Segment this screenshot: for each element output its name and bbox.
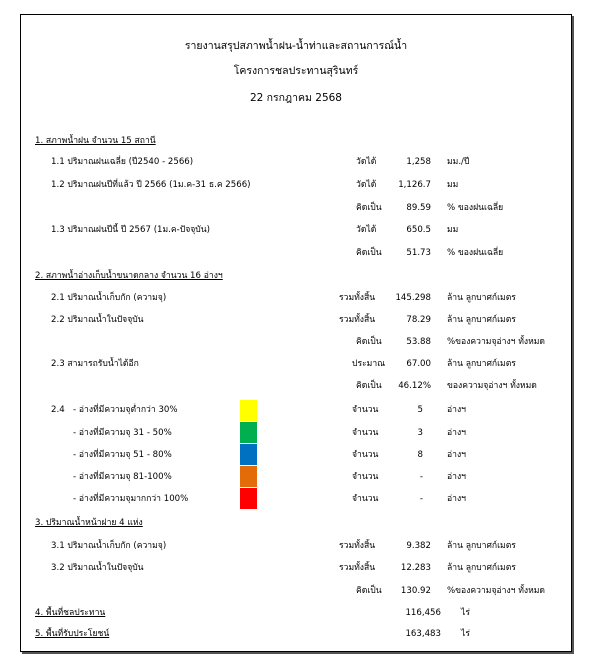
- row-unit: % ของฝนเฉลี่ย: [447, 248, 504, 258]
- row-unit: อ่างฯ: [447, 472, 467, 482]
- row-qualifier: คิดเป็น: [356, 337, 382, 347]
- row-label: 3.1 ปริมาณน้ำเก็บกัก (ความจุ): [51, 541, 167, 551]
- row-qualifier: วัดได้: [356, 157, 377, 167]
- row-qualifier: รวมทั้งสิ้น: [339, 563, 376, 573]
- row-qualifier: รวมทั้งสิ้น: [339, 541, 376, 551]
- row-qualifier: จำนวน: [352, 405, 379, 415]
- row-qualifier: คิดเป็น: [356, 586, 382, 596]
- level-color-swatch: [240, 400, 257, 421]
- irrigated-area-value: 116,456: [405, 608, 441, 618]
- row-label: 2.2 ปริมาณน้ำในปัจจุบัน: [51, 315, 144, 325]
- row-value: 53.88: [406, 337, 431, 347]
- row-value: 12.283: [400, 563, 431, 573]
- row-unit: % ของฝนเฉลี่ย: [447, 203, 504, 213]
- row-qualifier: รวมทั้งสิ้น: [339, 315, 376, 325]
- section1-heading: 1. สภาพน้ำฝน จำนวน 15 สถานี: [35, 136, 156, 146]
- level-color-swatch: [240, 488, 257, 509]
- level-color-swatch: [240, 422, 257, 443]
- level-label: - อ่างที่มีความจุต่ำกว่า 30%: [73, 405, 178, 415]
- row-value: 67.00: [406, 359, 431, 369]
- irrigated-area-unit: ไร่: [461, 608, 470, 618]
- row-unit: มม./ปี: [447, 157, 470, 167]
- level-label: - อ่างที่มีความจุมากกว่า 100%: [73, 494, 189, 504]
- section5-heading: 5. พื้นที่รับประโยชน์: [35, 629, 110, 639]
- row-label: 1.3 ปริมาณฝนปีนี้ ปี 2567 (1ม.ค-ปัจจุบัน): [51, 225, 210, 235]
- row-qualifier: วัดได้: [356, 180, 377, 190]
- level-label: - อ่างที่มีความจุ 51 - 80%: [73, 450, 172, 460]
- benefit-area-unit: ไร่: [461, 629, 470, 639]
- section4-heading: 4. พื้นที่ชลประทาน: [35, 608, 106, 618]
- row-unit: อ่างฯ: [447, 428, 467, 438]
- row-unit: อ่างฯ: [447, 405, 467, 415]
- row-value: 130.92: [400, 586, 431, 596]
- row-unit: มม: [447, 225, 459, 235]
- row-unit: %ของความจุอ่างฯ ทั้งหมด: [447, 586, 546, 596]
- row-unit: อ่างฯ: [447, 450, 467, 460]
- level-label: - อ่างที่มีความจุ 31 - 50%: [73, 428, 172, 438]
- levels-prefix: 2.4: [51, 405, 65, 415]
- row-qualifier: คิดเป็น: [356, 248, 382, 258]
- row-unit: ของความจุอ่างฯ ทั้งหมด: [447, 381, 537, 391]
- row-value: 1,126.7: [398, 180, 431, 190]
- report-sheet: [20, 14, 572, 652]
- row-unit: %ของความจุอ่างฯ ทั้งหมด: [447, 337, 546, 347]
- level-color-swatch: [240, 444, 257, 465]
- section3-heading: 3. ปริมาณน้ำหน้าฝาย 4 แห่ง: [35, 518, 143, 528]
- section2-heading: 2. สภาพน้ำอ่างเก็บน้ำขนาดกลาง จำนวน 16 อ่างฯ: [35, 271, 223, 281]
- row-qualifier: คิดเป็น: [356, 203, 382, 213]
- row-unit: ล้าน ลูกบาศก์เมตร: [447, 541, 516, 551]
- row-value: 650.5: [406, 225, 431, 235]
- row-value: 145.298: [395, 293, 431, 303]
- row-qualifier: จำนวน: [352, 472, 379, 482]
- row-value: 5: [417, 405, 423, 415]
- row-label: 2.3 สามารถรับน้ำได้อีก: [51, 359, 139, 369]
- row-qualifier: วัดได้: [356, 225, 377, 235]
- row-value: 51.73: [406, 248, 431, 258]
- row-qualifier: จำนวน: [352, 494, 379, 504]
- row-qualifier: ประมาณ: [352, 359, 386, 369]
- level-color-swatch: [240, 466, 257, 487]
- row-value: 46.12%: [398, 381, 431, 391]
- row-qualifier: รวมทั้งสิ้น: [339, 293, 376, 303]
- row-qualifier: จำนวน: [352, 428, 379, 438]
- row-unit: ล้าน ลูกบาศก์เมตร: [447, 563, 516, 573]
- row-value: 1,258: [406, 157, 431, 167]
- row-value: -: [419, 472, 423, 482]
- row-value: -: [419, 494, 423, 504]
- benefit-area-value: 163,483: [405, 629, 441, 639]
- row-unit: มม: [447, 180, 459, 190]
- row-value: 8: [417, 450, 423, 460]
- row-unit: ล้าน ลูกบาศก์เมตร: [447, 293, 516, 303]
- row-unit: อ่างฯ: [447, 494, 467, 504]
- row-label: 3.2 ปริมาณน้ำในปัจจุบัน: [51, 563, 144, 573]
- row-value: 89.59: [406, 203, 431, 213]
- row-unit: ล้าน ลูกบาศก์เมตร: [447, 315, 516, 325]
- row-value: 78.29: [406, 315, 431, 325]
- row-label: 1.2 ปริมาณฝนปีที่แล้ว ปี 2566 (1ม.ค-31 ธ.ค 2566): [51, 180, 251, 190]
- row-qualifier: คิดเป็น: [356, 381, 382, 391]
- report-title: รายงานสรุปสภาพน้ำฝน-น้ำท่าและสถานการณ์น้ำ: [184, 40, 408, 52]
- row-label: 1.1 ปริมาณฝนเฉลี่ย (ปี2540 - 2566): [51, 157, 194, 167]
- project-name: โครงการชลประทานสุรินทร์: [233, 65, 359, 77]
- row-label: 2.1 ปริมาณน้ำเก็บกัก (ความจุ): [51, 293, 167, 303]
- row-value: 3: [417, 428, 423, 438]
- row-qualifier: จำนวน: [352, 450, 379, 460]
- row-unit: ล้าน ลูกบาศก์เมตร: [447, 359, 516, 369]
- level-label: - อ่างที่มีความจุ 81-100%: [73, 472, 172, 482]
- report-date: 22 กรกฎาคม 2568: [249, 92, 342, 104]
- row-value: 9.382: [406, 541, 431, 551]
